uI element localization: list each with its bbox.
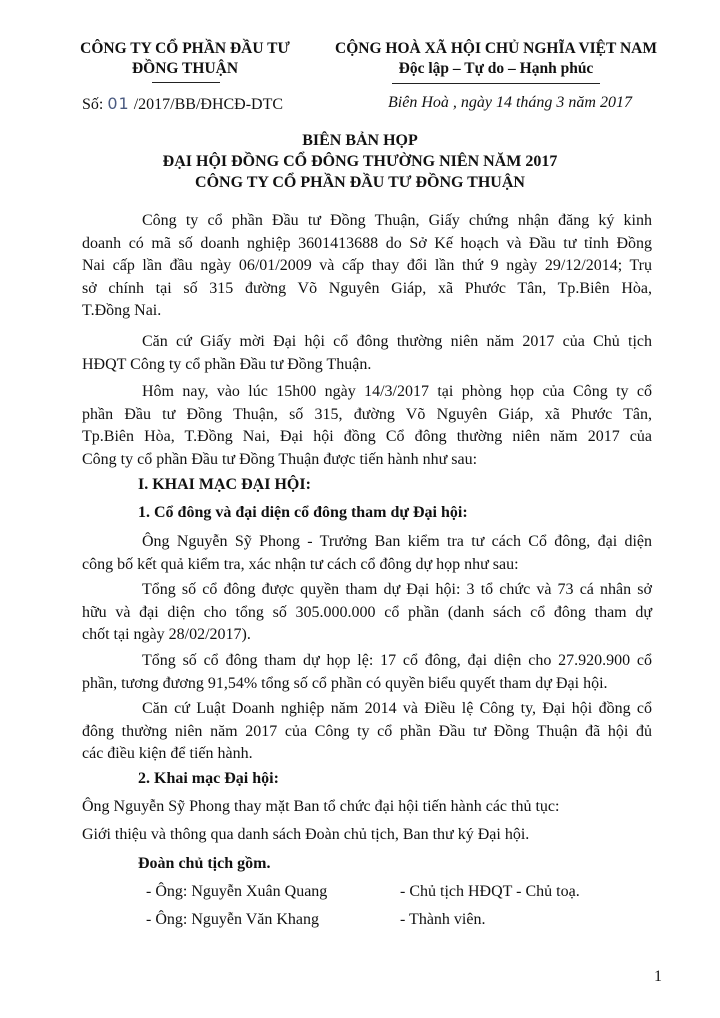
title-line3: CÔNG TY CỔ PHẦN ĐẦU TƯ ĐỒNG THUẬN [195, 174, 525, 191]
subsection-heading-1: 1. Cổ đông và đại diện cổ đông tham dự Đại hội: [138, 504, 468, 521]
document-number [82, 94, 283, 114]
country-motto-line2: Độc lập – Tự do – Hạnh phúc [398, 60, 594, 77]
title-line1: BIÊN BẢN HỌP [302, 132, 418, 149]
text-line: chốt tại ngày 28/02/2017). [82, 626, 251, 643]
doc-number-suffix: /2017/BB/ĐHCĐ-DTC [133, 96, 284, 113]
presidium-member-name: - Ông: Nguyễn Văn Khang [146, 911, 320, 928]
text-line: doanh có mã số doanh nghiệp 3601413688 do Sở Kế hoạch và Đầu tư tỉnh Đồng [82, 234, 652, 252]
presidium-heading: Đoàn chủ tịch gồm. [138, 855, 271, 872]
intro-paragraph-2 [82, 331, 652, 376]
place-date: Biên Hoà , ngày 14 tháng 3 năm 2017 [388, 94, 632, 111]
text-line: Công ty cổ phần Đầu tư Đồng Thuận được tiến hành như sau: [82, 450, 478, 468]
presidium-member-role: - Chủ tịch HĐQT - Chủ toạ. [400, 883, 580, 900]
motto-underline [392, 83, 600, 84]
intro-paragraph-3 [82, 381, 652, 471]
presidium-member-name: - Ông: Nguyễn Xuân Quang [146, 883, 328, 900]
presidium-member-role: - Thành viên. [400, 911, 486, 928]
text-line: đông thường niên năm 2017 của Công ty cổ phần Đầu tư Đồng Thuận đã hội đủ [82, 722, 652, 740]
text-line: Hôm nay, vào lúc 15h00 ngày 14/3/2017 tại phòng họp của Công ty cổ [142, 383, 652, 400]
text-line: Căn cứ Giấy mời Đại hội cổ đông thường niên năm 2017 của Chủ tịch [142, 333, 652, 350]
text-line: Ông Nguyễn Sỹ Phong - Trưởng Ban kiểm tra tư cách Cổ đông, đại diện [142, 533, 652, 550]
text-line: Tổng số cổ đông tham dự họp lệ: 17 cổ đông, đại diện cho 27.920.900 cổ [142, 652, 652, 669]
text-line: Căn cứ Luật Doanh nghiệp năm 2014 và Điều lệ Công ty, Đại hội đồng cổ [142, 700, 652, 717]
country-motto-line1: CỘNG HOÀ XÃ HỘI CHỦ NGHĨA VIỆT NAM [335, 40, 657, 57]
company-name-line1: CÔNG TY CỔ PHẦN ĐẦU TƯ [80, 40, 290, 57]
text-line: Nai cấp lần đầu ngày 06/01/2009 và cấp thay đổi lần thứ 9 ngày 29/12/2014; Trụ [82, 257, 652, 274]
section1-paragraph-3 [82, 650, 652, 695]
company-name-line2: ĐỒNG THUẬN [131, 60, 239, 77]
text-line: hữu và đại diện cho tổng số 305.000.000 cổ phần (danh sách cổ đông tham dự [82, 603, 652, 621]
text-line: Công ty cổ phần Đầu tư Đồng Thuận, Giấy chứng nhận đăng ký kinh [142, 212, 652, 229]
company-underline [152, 82, 220, 83]
subsection-heading-2: 2. Khai mạc Đại hội: [138, 770, 279, 787]
text-line: Tp.Biên Hòa, T.Đồng Nai, Đại hội đồng Cổ đông thường niên năm 2017 của [82, 428, 652, 445]
section1-paragraph-5: Ông Nguyễn Sỹ Phong thay mặt Ban tổ chức đại hội tiến hành các thủ tục: [82, 798, 560, 815]
title-line2: ĐẠI HỘI ĐỒNG CỔ ĐÔNG THƯỜNG NIÊN NĂM 2017 [162, 153, 558, 170]
text-line: phần Đầu tư Đồng Thuận, số 315, đường Võ Nguyên Giáp, xã Phước Tân, [82, 405, 652, 423]
section1-paragraph-6: Giới thiệu và thông qua danh sách Đoàn chủ tịch, Ban thư ký Đại hội. [82, 826, 530, 843]
section1-paragraph-2 [82, 579, 652, 647]
doc-number-prefix: Số: [82, 96, 104, 113]
section-heading-1: I. KHAI MẠC ĐẠI HỘI: [138, 476, 311, 493]
intro-paragraph-1 [82, 210, 652, 323]
text-line: công bố kết quả kiểm tra, xác nhận tư cách cổ đông dự họp như sau: [82, 555, 519, 573]
section1-paragraph-1 [82, 531, 652, 576]
section1-paragraph-4 [82, 698, 652, 766]
text-line: sở chính tại số 315 đường Võ Nguyên Giáp, xã Phước Tân, Tp.Biên Hòa, [82, 279, 652, 297]
page-number: 1 [654, 968, 662, 985]
text-line: T.Đồng Nai. [82, 302, 162, 319]
doc-number-handwritten: 01 [107, 94, 130, 113]
text-line: Tổng số cổ đông được quyền tham dự Đại hội: 3 tổ chức và 73 cá nhân sở [142, 581, 652, 598]
text-line: các điều kiện để tiến hành. [82, 745, 253, 762]
text-line: HĐQT Công ty cổ phần Đầu tư Đồng Thuận. [82, 355, 372, 373]
text-line: phần, tương đương 91,54% tổng số cổ phần có quyền biểu quyết tham dự Đại hội. [82, 674, 608, 692]
